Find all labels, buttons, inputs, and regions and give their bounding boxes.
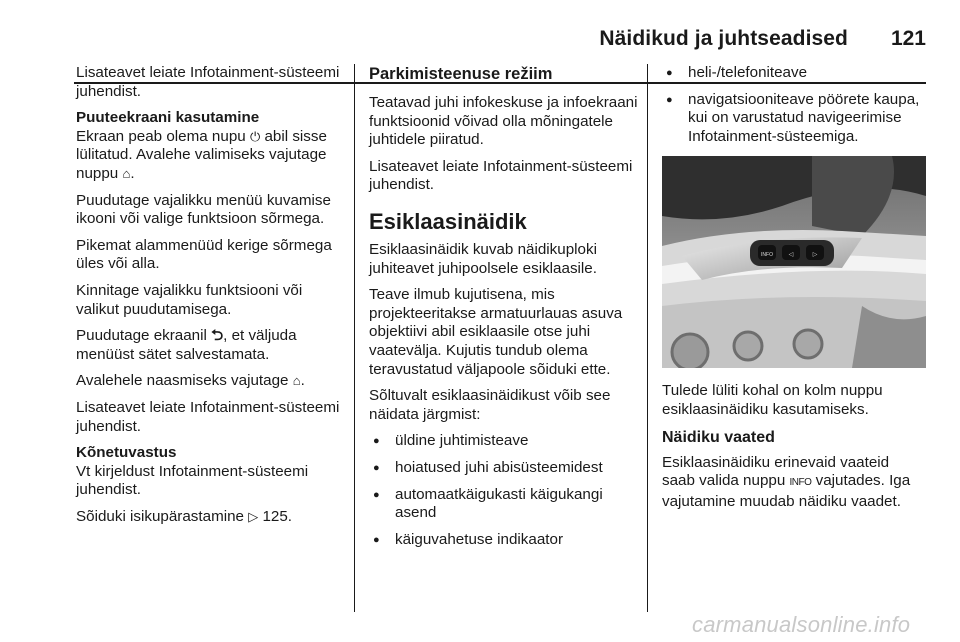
section-heading-valet: Parkimisteenuse režiim bbox=[369, 65, 553, 83]
photo-button-label: INFO bbox=[761, 252, 773, 259]
hud-controls-photo bbox=[662, 156, 926, 368]
page-header bbox=[0, 27, 960, 57]
page-title: Näidikud ja juhtseadised bbox=[599, 27, 848, 50]
paragraph: Vt kirjeldust Infotainment-süsteemi juhendist. bbox=[76, 462, 309, 499]
paragraph: Pikemat alammenüüd kerige sõrmega üles või alla. bbox=[76, 236, 332, 273]
paragraph bbox=[76, 327, 348, 364]
page-number: 121 bbox=[890, 27, 926, 50]
paragraph: Teatavad juhi infokeskuse ja infoekraani funktsioonid võivad olla mõningatele juhtidele piiratud. bbox=[369, 94, 638, 149]
list-item: ● üldine juhtimisteave bbox=[369, 432, 639, 451]
paragraph: Sõltuvalt esiklaasinäidikust võib see näidata järgmist: bbox=[369, 387, 611, 423]
reference-triangle-icon: ▷ bbox=[248, 508, 259, 524]
paragraph bbox=[76, 128, 348, 184]
bullet-list bbox=[369, 432, 639, 549]
subheading-touchscreen: Puuteekraani kasutamine bbox=[76, 109, 260, 127]
photo-illustration bbox=[662, 156, 926, 368]
text: Puudutage ekraanil bbox=[76, 327, 212, 345]
text: . bbox=[300, 372, 305, 390]
paragraph: Esiklaasinäidik kuvab näidikuploki juhiteavet juhipoolsele esiklaasile. bbox=[369, 240, 597, 277]
paragraph bbox=[76, 508, 348, 527]
list-item: ● navigatsiooniteave pöörete kaupa, kui on varustatud navigeerimise Infotainment-süsteemiga. bbox=[662, 91, 926, 147]
text: Esiklaasinäidiku erinevaid vaateid saab valida nuppu bbox=[662, 453, 890, 490]
home-icon: ⌂ bbox=[122, 165, 131, 181]
column-right bbox=[662, 64, 926, 519]
paragraph: Lisateavet leiate Infotainment-süsteemi juhendist. bbox=[369, 157, 633, 194]
paragraph: Teave ilmub kujutisena, mis projekteeritakse armatuurlauas asuva objektiivi abil esiklaasile otse juhi vaatevälja. Kujutis tundub olema teravustatud väljapoole sõiduki ette. bbox=[369, 286, 623, 378]
list-item: ● käiguvahetuse indikaator bbox=[369, 531, 639, 550]
paragraph: Lisateavet leiate Infotainment-süsteemi juhendist. bbox=[76, 398, 340, 435]
paragraph bbox=[76, 372, 348, 391]
photo-button-label: ▷ bbox=[812, 251, 818, 259]
text: Sõiduki isikupärastamine bbox=[76, 507, 249, 525]
section-heading-hud: Esiklaasinäidik bbox=[369, 208, 527, 234]
list-item: ● automaatkäigukasti käigukangi asend bbox=[369, 486, 639, 523]
text: Ekraan peab olema nupu bbox=[76, 127, 250, 145]
section-heading-views: Näidiku vaated bbox=[662, 428, 775, 446]
column-divider-1 bbox=[354, 64, 355, 612]
list-item: ● hoiatused juhi abisüsteemidest bbox=[369, 459, 639, 478]
info-button-label: INFO bbox=[789, 477, 812, 489]
photo-button-label: ◁ bbox=[788, 251, 794, 259]
paragraph bbox=[662, 454, 926, 512]
text: Avalehele naasmiseks vajutage bbox=[76, 372, 293, 390]
paragraph: Kinnitage vajalikku funktsiooni või valikut puudutamisega. bbox=[76, 281, 303, 318]
watermark: carmanualsonline.info bbox=[692, 612, 911, 637]
power-icon: ⏻ bbox=[249, 128, 261, 144]
text: vajutades. Iga vajutamine muudab näidiku vaadet. bbox=[662, 472, 911, 510]
home-icon: ⌂ bbox=[292, 373, 301, 389]
list-item: ● heli-/telefoniteave bbox=[662, 64, 926, 83]
bullet-list bbox=[662, 64, 926, 146]
photo-caption: Tulede lüliti kohal on kolm nuppu esiklaasinäidiku kasutamiseks. bbox=[662, 382, 883, 418]
paragraph: Lisateavet leiate Infotainment-süsteemi juhendist. bbox=[76, 64, 340, 100]
column-left bbox=[76, 64, 348, 534]
column-middle bbox=[369, 64, 639, 557]
paragraph: Puudutage vajalikku menüü kuvamise ikooni või valige funktsioon sõrmega. bbox=[76, 191, 331, 228]
text: . bbox=[130, 164, 135, 182]
column-divider-2 bbox=[647, 64, 648, 612]
text: , et väljuda menüüst sätet salvestamata. bbox=[76, 327, 297, 363]
subheading-voice: Kõnetuvastus bbox=[76, 444, 177, 462]
text: 125. bbox=[258, 507, 292, 525]
back-arrow-icon: ⮌ bbox=[211, 327, 224, 345]
text: abil sisse lülitatud. Avalehe valimiseks vajutage nuppu bbox=[76, 127, 327, 182]
